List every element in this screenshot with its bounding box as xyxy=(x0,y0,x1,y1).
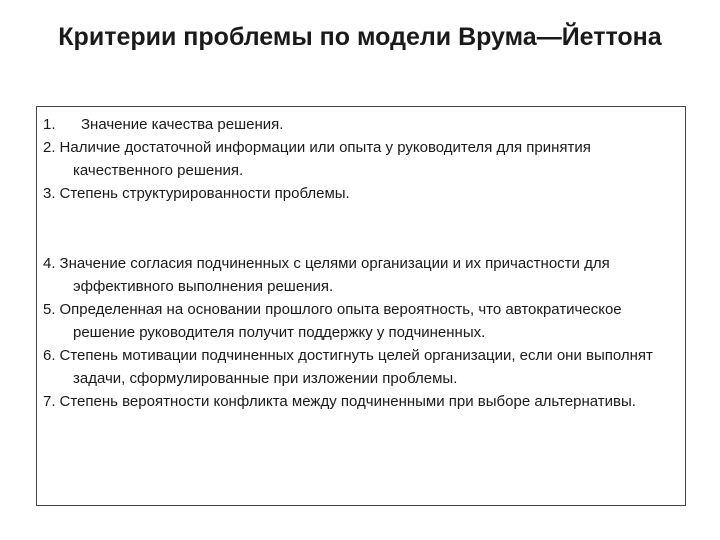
criterion-text: Определенная на основании прошлого опыта вероятность, что автократическое решение руководителя получит поддержку у подчиненных. xyxy=(59,301,622,341)
criterion-number: 1. xyxy=(43,116,56,133)
criterion-2 xyxy=(43,136,675,182)
criterion-3 xyxy=(43,182,675,205)
criterion-1 xyxy=(43,113,675,136)
criterion-text: Значение качества решения. xyxy=(81,116,284,133)
criterion-7 xyxy=(43,390,675,413)
criterion-text: Наличие достаточной информации или опыта у руководителя для принятия качественного решения. xyxy=(59,139,591,179)
slide-title: Критерии проблемы по модели Врума—Йеттона xyxy=(58,23,662,51)
criterion-number: 2. xyxy=(43,139,56,156)
criterion-number: 7. xyxy=(43,393,56,410)
criteria-list xyxy=(43,113,675,413)
criterion-number: 4. xyxy=(43,255,56,272)
criterion-text: Значение согласия подчиненных с целями организации и их причастности для эффективного выполнения решения. xyxy=(59,255,610,295)
criterion-number: 3. xyxy=(43,185,56,202)
criterion-6 xyxy=(43,344,675,390)
criterion-text: Степень структурированности проблемы. xyxy=(59,185,350,202)
criterion-text: Степень вероятности конфликта между подчиненными при выборе альтернативы. xyxy=(59,393,636,410)
list-spacer xyxy=(43,205,675,252)
criterion-number: 6. xyxy=(43,347,56,364)
criterion-text: Степень мотивации подчиненных достигнуть целей организации, если они выполнят задачи, сформулированные при изложении проблемы. xyxy=(59,347,653,387)
criterion-number: 5. xyxy=(43,301,56,318)
criterion-4 xyxy=(43,252,675,298)
criterion-5 xyxy=(43,298,675,344)
criteria-box xyxy=(36,106,686,506)
